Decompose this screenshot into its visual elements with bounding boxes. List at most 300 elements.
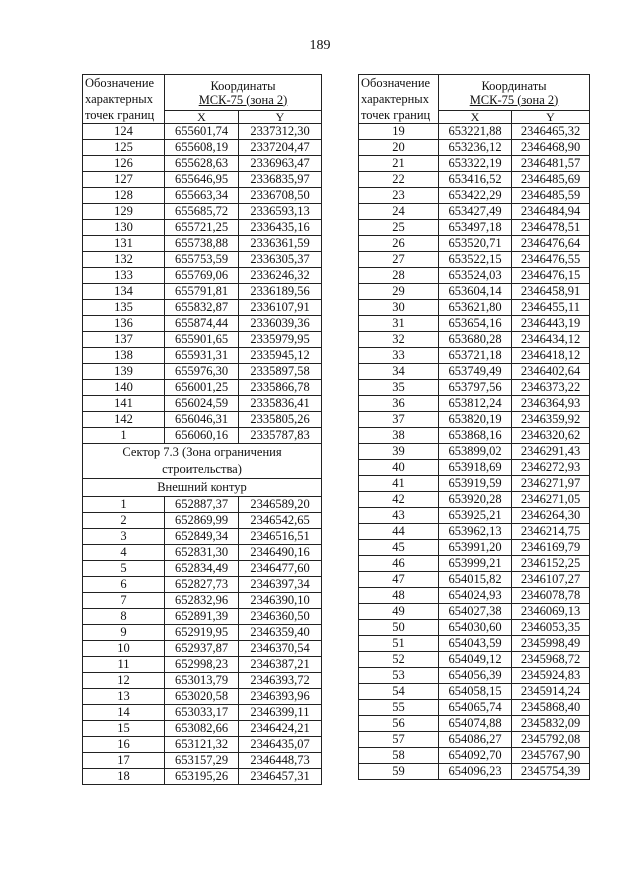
coord-y: 2336708,50 xyxy=(239,188,322,204)
coord-y: 2346458,91 xyxy=(512,284,590,300)
table-row xyxy=(83,769,322,785)
coord-x: 652849,34 xyxy=(165,529,239,545)
point-id: 49 xyxy=(359,604,439,620)
coord-x: 653524,03 xyxy=(439,268,512,284)
coord-x: 653157,29 xyxy=(165,753,239,769)
table-row xyxy=(359,748,590,764)
header-point-designation: Обозначение характерных точек границ xyxy=(83,75,165,124)
coord-x: 655646,95 xyxy=(165,172,239,188)
coord-y: 2346264,30 xyxy=(512,508,590,524)
coord-y: 2336107,91 xyxy=(239,300,322,316)
coord-y: 2336361,59 xyxy=(239,236,322,252)
point-id: 59 xyxy=(359,764,439,780)
table-row xyxy=(359,684,590,700)
point-id: 9 xyxy=(83,625,165,641)
point-id: 18 xyxy=(83,769,165,785)
point-id: 34 xyxy=(359,364,439,380)
coord-y: 2346477,60 xyxy=(239,561,322,577)
coord-y: 2346169,79 xyxy=(512,540,590,556)
coord-y: 2346434,12 xyxy=(512,332,590,348)
coord-x: 655832,87 xyxy=(165,300,239,316)
coord-y: 2346359,40 xyxy=(239,625,322,641)
point-id: 24 xyxy=(359,204,439,220)
table-row xyxy=(83,428,322,444)
point-id: 23 xyxy=(359,188,439,204)
coord-x: 653121,32 xyxy=(165,737,239,753)
coord-x: 652831,30 xyxy=(165,545,239,561)
sector-title: Сектор 7.3 (Зона ограничения строительства) xyxy=(83,444,322,479)
coord-x: 654074,88 xyxy=(439,716,512,732)
coord-x: 652827,73 xyxy=(165,577,239,593)
table-row xyxy=(83,625,322,641)
coord-x: 655901,65 xyxy=(165,332,239,348)
point-id: 11 xyxy=(83,657,165,673)
point-id: 39 xyxy=(359,444,439,460)
table-row xyxy=(359,300,590,316)
coord-y: 2346476,15 xyxy=(512,268,590,284)
point-id: 22 xyxy=(359,172,439,188)
table-row xyxy=(83,737,322,753)
table-row xyxy=(359,348,590,364)
coord-x: 655721,25 xyxy=(165,220,239,236)
point-id: 137 xyxy=(83,332,165,348)
coord-y: 2335897,58 xyxy=(239,364,322,380)
coord-x: 652919,95 xyxy=(165,625,239,641)
table-row xyxy=(359,492,590,508)
table-row xyxy=(83,252,322,268)
coord-y: 2346359,92 xyxy=(512,412,590,428)
coord-y: 2346542,65 xyxy=(239,513,322,529)
coord-y: 2335979,95 xyxy=(239,332,322,348)
coord-x: 655753,59 xyxy=(165,252,239,268)
coord-x: 653033,17 xyxy=(165,705,239,721)
point-id: 142 xyxy=(83,412,165,428)
point-id: 129 xyxy=(83,204,165,220)
table-row xyxy=(359,716,590,732)
table-row xyxy=(83,396,322,412)
point-id: 28 xyxy=(359,268,439,284)
table-row xyxy=(359,204,590,220)
point-id: 1 xyxy=(83,497,165,513)
point-id: 41 xyxy=(359,476,439,492)
table-row xyxy=(359,572,590,588)
point-id: 38 xyxy=(359,428,439,444)
table-row xyxy=(83,300,322,316)
point-id: 1 xyxy=(83,428,165,444)
coord-x: 655601,74 xyxy=(165,124,239,140)
table-row xyxy=(83,753,322,769)
coord-x: 654015,82 xyxy=(439,572,512,588)
table-row xyxy=(359,268,590,284)
coord-y: 2336963,47 xyxy=(239,156,322,172)
table-row xyxy=(83,364,322,380)
coord-x: 653918,69 xyxy=(439,460,512,476)
coord-y: 2346370,54 xyxy=(239,641,322,657)
coord-y: 2335866,78 xyxy=(239,380,322,396)
table-row xyxy=(359,700,590,716)
header-coordinates: Координаты МСК-75 (зона 2) xyxy=(165,75,322,111)
table-row xyxy=(359,508,590,524)
coord-x: 653991,20 xyxy=(439,540,512,556)
table-row xyxy=(83,236,322,252)
coord-y: 2346360,50 xyxy=(239,609,322,625)
coord-y: 2346053,35 xyxy=(512,620,590,636)
point-id: 140 xyxy=(83,380,165,396)
table-row xyxy=(359,188,590,204)
table-row xyxy=(359,172,590,188)
coord-y: 2335805,26 xyxy=(239,412,322,428)
table-row xyxy=(83,657,322,673)
table-row xyxy=(83,156,322,172)
coord-x: 653522,15 xyxy=(439,252,512,268)
coord-x: 652937,87 xyxy=(165,641,239,657)
coord-y: 2346393,72 xyxy=(239,673,322,689)
coord-y: 2336435,16 xyxy=(239,220,322,236)
table-row xyxy=(83,268,322,284)
coord-y: 2346399,11 xyxy=(239,705,322,721)
point-id: 3 xyxy=(83,529,165,545)
coord-y: 2346214,75 xyxy=(512,524,590,540)
table-row xyxy=(83,721,322,737)
coord-x: 653221,88 xyxy=(439,124,512,140)
coord-x: 652998,23 xyxy=(165,657,239,673)
point-id: 32 xyxy=(359,332,439,348)
coord-x: 655663,34 xyxy=(165,188,239,204)
coord-y: 2345868,40 xyxy=(512,700,590,716)
coord-y: 2346107,27 xyxy=(512,572,590,588)
coord-y: 2346478,51 xyxy=(512,220,590,236)
coord-y: 2346390,10 xyxy=(239,593,322,609)
coord-x: 653604,14 xyxy=(439,284,512,300)
table-row xyxy=(83,577,322,593)
point-id: 56 xyxy=(359,716,439,732)
point-id: 35 xyxy=(359,380,439,396)
coord-x: 653416,52 xyxy=(439,172,512,188)
coord-x: 655874,44 xyxy=(165,316,239,332)
coord-y: 2346393,96 xyxy=(239,689,322,705)
table-row xyxy=(359,380,590,396)
coord-y: 2346418,12 xyxy=(512,348,590,364)
coord-x: 654027,38 xyxy=(439,604,512,620)
point-id: 130 xyxy=(83,220,165,236)
coord-x: 654092,70 xyxy=(439,748,512,764)
point-id: 42 xyxy=(359,492,439,508)
coord-y: 2346291,43 xyxy=(512,444,590,460)
coord-y: 2335836,41 xyxy=(239,396,322,412)
point-id: 16 xyxy=(83,737,165,753)
table-row xyxy=(359,668,590,684)
table-row xyxy=(83,529,322,545)
point-id: 21 xyxy=(359,156,439,172)
point-id: 125 xyxy=(83,140,165,156)
coord-y: 2345767,90 xyxy=(512,748,590,764)
table-row xyxy=(359,556,590,572)
coord-x: 653520,71 xyxy=(439,236,512,252)
coord-x: 654058,15 xyxy=(439,684,512,700)
coord-x: 653422,29 xyxy=(439,188,512,204)
coord-x: 654086,27 xyxy=(439,732,512,748)
table-row xyxy=(359,540,590,556)
coord-x: 653920,28 xyxy=(439,492,512,508)
table-row xyxy=(83,609,322,625)
point-id: 138 xyxy=(83,348,165,364)
table-row xyxy=(359,588,590,604)
coord-x: 655608,19 xyxy=(165,140,239,156)
coordinates-table-right xyxy=(358,74,590,780)
point-id: 15 xyxy=(83,721,165,737)
table-row xyxy=(359,220,590,236)
coord-y: 2345792,08 xyxy=(512,732,590,748)
coord-y: 2337312,30 xyxy=(239,124,322,140)
table-row xyxy=(359,476,590,492)
point-id: 12 xyxy=(83,673,165,689)
table-row xyxy=(359,444,590,460)
coord-x: 652832,96 xyxy=(165,593,239,609)
table-row xyxy=(83,689,322,705)
table-row xyxy=(359,332,590,348)
table-row xyxy=(83,497,322,513)
coord-x: 656024,59 xyxy=(165,396,239,412)
coord-y: 2346490,16 xyxy=(239,545,322,561)
point-id: 25 xyxy=(359,220,439,236)
coord-y: 2345968,72 xyxy=(512,652,590,668)
table-row xyxy=(83,316,322,332)
coord-y: 2346485,59 xyxy=(512,188,590,204)
coord-x: 654024,93 xyxy=(439,588,512,604)
table-row xyxy=(83,513,322,529)
point-id: 53 xyxy=(359,668,439,684)
coord-x: 653899,02 xyxy=(439,444,512,460)
coord-y: 2336039,36 xyxy=(239,316,322,332)
coord-y: 2346069,13 xyxy=(512,604,590,620)
coord-y: 2336246,32 xyxy=(239,268,322,284)
coord-x: 652834,49 xyxy=(165,561,239,577)
coord-x: 653797,56 xyxy=(439,380,512,396)
table-row xyxy=(83,545,322,561)
header-coordinates: Координаты МСК-75 (зона 2) xyxy=(439,75,590,111)
table-row xyxy=(359,284,590,300)
coord-y: 2346443,19 xyxy=(512,316,590,332)
point-id: 2 xyxy=(83,513,165,529)
point-id: 40 xyxy=(359,460,439,476)
point-id: 128 xyxy=(83,188,165,204)
coord-y: 2345832,09 xyxy=(512,716,590,732)
table-row xyxy=(83,593,322,609)
coord-x: 653680,28 xyxy=(439,332,512,348)
point-id: 134 xyxy=(83,284,165,300)
point-id: 43 xyxy=(359,508,439,524)
coord-y: 2346271,97 xyxy=(512,476,590,492)
point-id: 50 xyxy=(359,620,439,636)
coord-x: 653721,18 xyxy=(439,348,512,364)
coord-y: 2345914,24 xyxy=(512,684,590,700)
point-id: 51 xyxy=(359,636,439,652)
coord-x: 653013,79 xyxy=(165,673,239,689)
coord-y: 2336593,13 xyxy=(239,204,322,220)
coord-x: 656046,31 xyxy=(165,412,239,428)
point-id: 47 xyxy=(359,572,439,588)
table-row xyxy=(83,348,322,364)
point-id: 33 xyxy=(359,348,439,364)
coord-y: 2346435,07 xyxy=(239,737,322,753)
coord-y: 2346457,31 xyxy=(239,769,322,785)
table-row xyxy=(359,732,590,748)
coord-y: 2346476,64 xyxy=(512,236,590,252)
coord-y: 2336835,97 xyxy=(239,172,322,188)
table-row xyxy=(359,412,590,428)
point-id: 44 xyxy=(359,524,439,540)
coord-y: 2346476,55 xyxy=(512,252,590,268)
coord-x: 655685,72 xyxy=(165,204,239,220)
table-row xyxy=(83,284,322,300)
coord-y: 2346271,05 xyxy=(512,492,590,508)
coord-y: 2335945,12 xyxy=(239,348,322,364)
table-row xyxy=(83,332,322,348)
table-row xyxy=(83,172,322,188)
point-id: 36 xyxy=(359,396,439,412)
coord-x: 656060,16 xyxy=(165,428,239,444)
point-id: 141 xyxy=(83,396,165,412)
point-id: 57 xyxy=(359,732,439,748)
point-id: 139 xyxy=(83,364,165,380)
coord-x: 653427,49 xyxy=(439,204,512,220)
coord-y: 2346484,94 xyxy=(512,204,590,220)
point-id: 45 xyxy=(359,540,439,556)
coord-x: 654043,59 xyxy=(439,636,512,652)
coord-y: 2346402,64 xyxy=(512,364,590,380)
coord-x: 653919,59 xyxy=(439,476,512,492)
coord-x: 655738,88 xyxy=(165,236,239,252)
table-row xyxy=(83,124,322,140)
coord-y: 2346424,21 xyxy=(239,721,322,737)
table-row xyxy=(359,428,590,444)
table-row xyxy=(83,412,322,428)
point-id: 48 xyxy=(359,588,439,604)
point-id: 26 xyxy=(359,236,439,252)
table-row xyxy=(359,140,590,156)
coord-y: 2346387,21 xyxy=(239,657,322,673)
point-id: 20 xyxy=(359,140,439,156)
coord-x: 655791,81 xyxy=(165,284,239,300)
coord-x: 654065,74 xyxy=(439,700,512,716)
contour-title: Внешний контур xyxy=(83,479,322,497)
point-id: 127 xyxy=(83,172,165,188)
coord-y: 2346481,57 xyxy=(512,156,590,172)
coord-x: 653621,80 xyxy=(439,300,512,316)
coord-x: 654056,39 xyxy=(439,668,512,684)
table-row xyxy=(83,561,322,577)
coord-y: 2346516,51 xyxy=(239,529,322,545)
coord-x: 652869,99 xyxy=(165,513,239,529)
table-row xyxy=(359,604,590,620)
coord-y: 2346373,22 xyxy=(512,380,590,396)
coord-y: 2346078,78 xyxy=(512,588,590,604)
point-id: 135 xyxy=(83,300,165,316)
point-id: 133 xyxy=(83,268,165,284)
coord-y: 2336189,56 xyxy=(239,284,322,300)
coord-x: 656001,25 xyxy=(165,380,239,396)
coord-x: 655628,63 xyxy=(165,156,239,172)
point-id: 52 xyxy=(359,652,439,668)
point-id: 126 xyxy=(83,156,165,172)
point-id: 55 xyxy=(359,700,439,716)
coord-x: 653497,18 xyxy=(439,220,512,236)
coord-y: 2337204,47 xyxy=(239,140,322,156)
point-id: 13 xyxy=(83,689,165,705)
point-id: 27 xyxy=(359,252,439,268)
coord-x: 653812,24 xyxy=(439,396,512,412)
coord-x: 653236,12 xyxy=(439,140,512,156)
coord-y: 2346364,93 xyxy=(512,396,590,412)
header-y: Y xyxy=(239,111,322,124)
point-id: 46 xyxy=(359,556,439,572)
table-row xyxy=(359,636,590,652)
point-id: 5 xyxy=(83,561,165,577)
point-id: 131 xyxy=(83,236,165,252)
table-row xyxy=(359,652,590,668)
coord-y: 2346448,73 xyxy=(239,753,322,769)
point-id: 29 xyxy=(359,284,439,300)
table-row xyxy=(359,124,590,140)
point-id: 7 xyxy=(83,593,165,609)
table-row xyxy=(83,204,322,220)
coord-x: 653020,58 xyxy=(165,689,239,705)
coord-x: 653654,16 xyxy=(439,316,512,332)
point-id: 136 xyxy=(83,316,165,332)
table-row xyxy=(359,156,590,172)
coord-y: 2346589,20 xyxy=(239,497,322,513)
point-id: 8 xyxy=(83,609,165,625)
header-point-designation: Обозначение характерных точек границ xyxy=(359,75,439,124)
header-x: X xyxy=(439,111,512,124)
point-id: 31 xyxy=(359,316,439,332)
point-id: 132 xyxy=(83,252,165,268)
table-row xyxy=(359,364,590,380)
table-row xyxy=(83,673,322,689)
coord-y: 2346272,93 xyxy=(512,460,590,476)
table-row xyxy=(359,764,590,780)
coord-y: 2346152,25 xyxy=(512,556,590,572)
table-row xyxy=(83,380,322,396)
table-row xyxy=(359,316,590,332)
coord-y: 2346397,34 xyxy=(239,577,322,593)
coord-y: 2346485,69 xyxy=(512,172,590,188)
coord-x: 653999,21 xyxy=(439,556,512,572)
coord-y: 2346468,90 xyxy=(512,140,590,156)
table-row xyxy=(83,140,322,156)
coord-y: 2336305,37 xyxy=(239,252,322,268)
coord-x: 652887,37 xyxy=(165,497,239,513)
point-id: 4 xyxy=(83,545,165,561)
table-row xyxy=(83,641,322,657)
table-row xyxy=(359,396,590,412)
coord-y: 2346320,62 xyxy=(512,428,590,444)
table-row xyxy=(359,524,590,540)
table-row xyxy=(359,236,590,252)
coord-y: 2345754,39 xyxy=(512,764,590,780)
page-number: 189 xyxy=(309,38,331,53)
coord-x: 652891,39 xyxy=(165,609,239,625)
coord-x: 653082,66 xyxy=(165,721,239,737)
coord-x: 655976,30 xyxy=(165,364,239,380)
point-id: 17 xyxy=(83,753,165,769)
point-id: 14 xyxy=(83,705,165,721)
point-id: 6 xyxy=(83,577,165,593)
coord-x: 655769,06 xyxy=(165,268,239,284)
coord-y: 2346455,11 xyxy=(512,300,590,316)
table-row xyxy=(83,188,322,204)
coord-x: 653820,19 xyxy=(439,412,512,428)
